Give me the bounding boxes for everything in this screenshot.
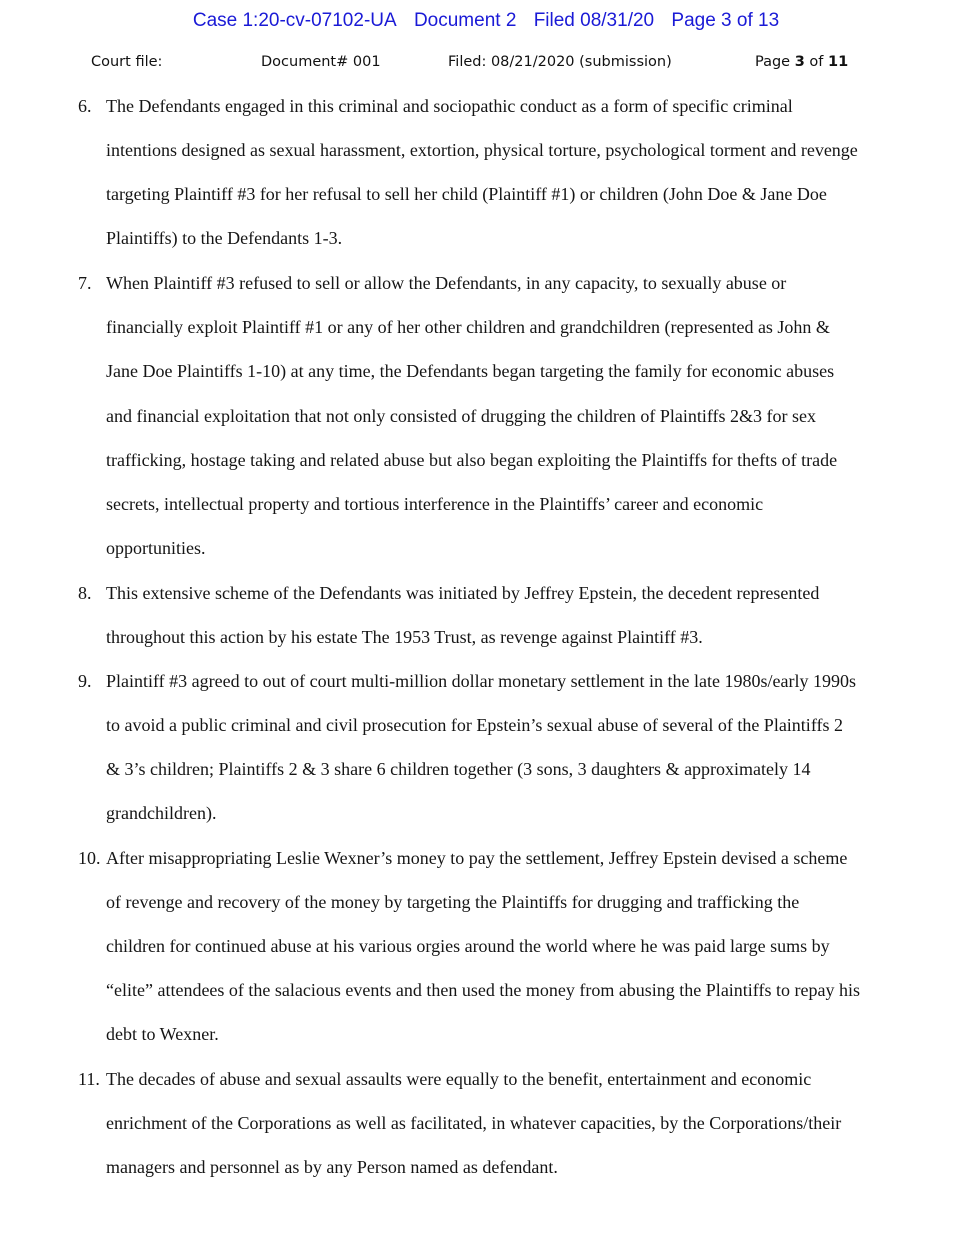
paragraph-line: The Defendants engaged in this criminal and sociopathic conduct as a form of specific criminal <box>106 96 793 116</box>
stamp-document: Document 2 <box>413 10 517 31</box>
paragraph-line: throughout this action by his estate The 1953 Trust, as revenge against Plaintiff #3. <box>106 627 703 647</box>
paragraph-line: “elite” attendees of the salacious events and then used the money from abusing the Plaintiffs to repay his <box>106 980 860 1000</box>
paragraph-line: Jane Doe Plaintiffs 1-10) at any time, the Defendants began targeting the family for economic abuses <box>106 361 835 381</box>
paragraph-line: to avoid a public criminal and civil prosecution for Epstein’s sexual abuse of several of the Plaintiffs 2 <box>106 715 843 735</box>
paragraph-line: of revenge and recovery of the money by targeting the Plaintiffs for drugging and trafficking the <box>106 892 800 912</box>
header-court-file: Court file: <box>91 54 163 70</box>
paragraph-number: 10. <box>78 848 101 868</box>
paragraph-line: Plaintiff #3 agreed to out of court multi-million dollar monetary settlement in the late 1980s/early 1990s <box>106 671 857 691</box>
paragraph-line: opportunities. <box>106 538 206 558</box>
paragraph-line: grandchildren). <box>106 803 217 823</box>
stamp-filed: Filed 08/31/20 <box>533 10 655 31</box>
paragraph-line: trafficking, hostage taking and related abuse but also began exploiting the Plaintiffs for thefts of trade <box>106 450 838 470</box>
paragraph-line: This extensive scheme of the Defendants was initiated by Jeffrey Epstein, the decedent represented <box>106 583 820 603</box>
paragraph-line: managers and personnel as by any Person named as defendant. <box>106 1157 558 1177</box>
stamp-case: Case 1:20-cv-07102-UA <box>192 10 397 31</box>
paragraph-line: financially exploit Plaintiff #1 or any of her other children and grandchildren (represented as John & <box>106 317 830 337</box>
header-page-of: of <box>809 54 824 70</box>
paragraph-line: debt to Wexner. <box>106 1024 219 1044</box>
paragraph-line: secrets, intellectual property and tortious interference in the Plaintiffs’ career and economic <box>106 494 764 514</box>
paragraph-line: children for continued abuse at his various orgies around the world where he was paid large sums by <box>106 936 830 956</box>
stamp-page: Page 3 of 13 <box>671 10 780 31</box>
paragraph-number: 6. <box>78 96 92 116</box>
ecf-filing-stamp <box>0 10 972 32</box>
paragraph-line: intentions designed as sexual harassment, extortion, physical torture, psychological torment and revenge <box>106 140 858 160</box>
paragraph-number: 9. <box>78 671 92 691</box>
paragraph-line: Plaintiffs) to the Defendants 1-3. <box>106 228 343 248</box>
header-filed-date: Filed: 08/21/2020 (submission) <box>448 54 672 70</box>
paragraph-line: After misappropriating Leslie Wexner’s money to pay the settlement, Jeffrey Epstein devised a scheme <box>106 848 848 868</box>
paragraph-number: 8. <box>78 583 92 603</box>
paragraph-line: When Plaintiff #3 refused to sell or allow the Defendants, in any capacity, to sexually abuse or <box>106 273 787 293</box>
header-page-total: 11 <box>828 54 849 70</box>
paragraph-line: enrichment of the Corporations as well as facilitated, in whatever capacities, by the Corporations/their <box>106 1113 842 1133</box>
paragraph-line: and financial exploitation that not only consisted of drugging the children of Plaintiffs 2&3 for sex <box>106 406 817 426</box>
paragraph-line: targeting Plaintiff #3 for her refusal to sell her child (Plaintiff #1) or children (John Doe & Jane Doe <box>106 184 827 204</box>
paragraph-number: 7. <box>78 273 92 293</box>
paragraph-number: 11. <box>78 1069 100 1089</box>
header-page-number: 3 <box>794 54 805 70</box>
header-page-prefix: Page <box>755 54 791 70</box>
header-page-indicator <box>755 54 848 70</box>
header-document-number: Document# 001 <box>261 54 381 70</box>
paragraph-line: & 3’s children; Plaintiffs 2 & 3 share 6 children together (3 sons, 3 daughters & approximately 14 <box>106 759 811 779</box>
paragraph-line: The decades of abuse and sexual assaults were equally to the benefit, entertainment and economic <box>106 1069 812 1089</box>
